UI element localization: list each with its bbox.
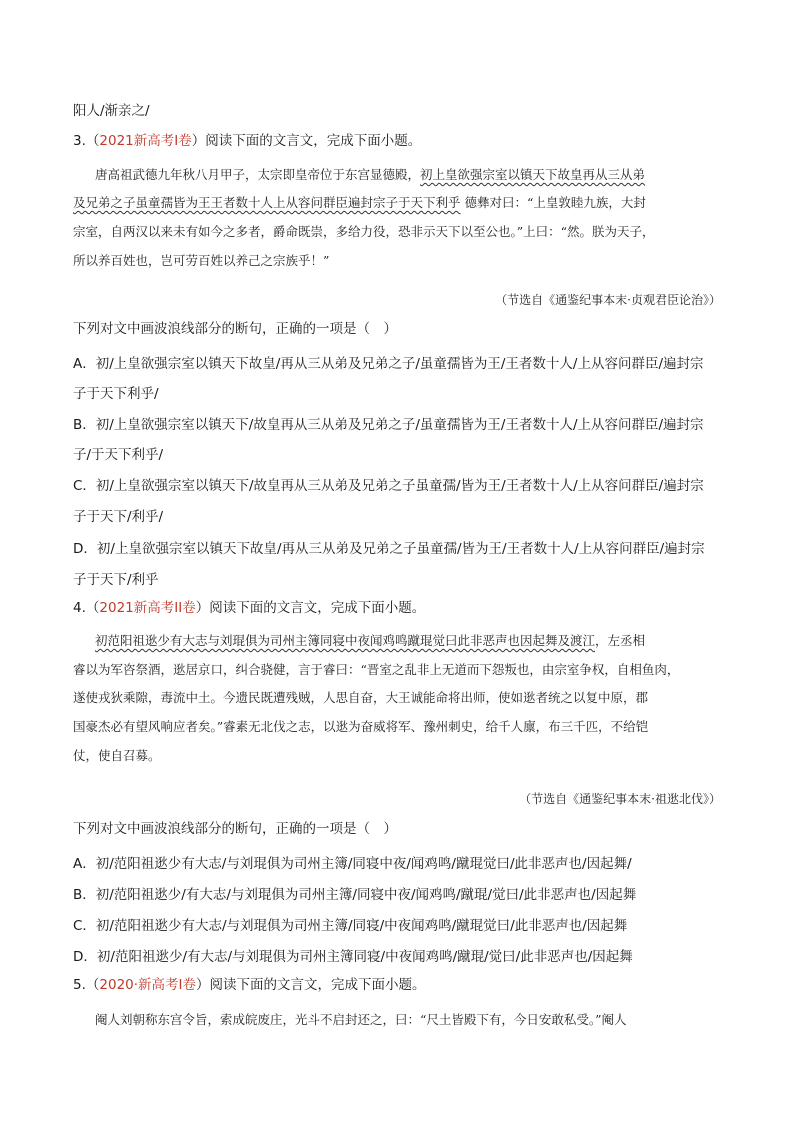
q3-option-a-line2: 子于天下利乎/	[73, 386, 159, 402]
q3-number: 3.	[73, 133, 86, 149]
q5-number: 5.	[73, 977, 86, 993]
q4-header	[73, 599, 723, 617]
q4-source: （节选自《通鉴纪事本末·祖逖北伐》）	[519, 792, 721, 806]
q3-option-d-line2: 子于天下/利乎	[73, 572, 159, 588]
q4-passage-line-2: 睿以为军咨祭酒，逖居京口，纠合骁健，言于睿曰：“晋室之乱非上无道而下怨叛也，由宗室争权，自相鱼肉，	[73, 662, 680, 677]
q4-source-tag: 2021新高考II卷	[99, 600, 196, 616]
q5-source-tag: 2020·新高考I卷	[99, 977, 197, 993]
q4-prompt: 阅读下面的文言文，完成下面小题。	[209, 600, 426, 616]
q4-passage-line-1	[95, 631, 721, 649]
q5-prompt: 阅读下面的文言文，完成下面小题。	[209, 977, 426, 993]
q4-passage-line-4: 国豪杰必有望风响应者矣。”睿素无北伐之志，以逖为奋威将军、豫州刺史，给千人廪，布三千匹，不给铠	[73, 719, 649, 734]
q3-option-c-line2: 子于天下/利乎/	[73, 509, 164, 525]
q3-wavy-segment-2: 及兄弟之子虽童孺皆为王王者数十人上从容问群臣遍封宗子于天下利乎	[73, 195, 461, 210]
q3-passage-line-2	[73, 193, 721, 211]
q4-passage-line-3: 遂使戎狄乘隙，毒流中土。今遗民既遭残贼，人思自奋，大王诚能命将出师，使如逖者统之以复中原，郡	[73, 690, 649, 705]
q3-prompt: 阅读下面的文言文，完成下面小题。	[205, 133, 422, 149]
q3-option-c-line1: C．初/上皇欲强宗室以镇天下/故皇再从三从弟及兄弟之子虽童孺/皆为王/王者数十人/上从容问群臣/遍封宗	[73, 478, 704, 494]
q4-option-a: A．初/范阳祖逖少有大志/与刘琨俱为司州主簿/同寝中夜/闻鸡鸣/蹴琨觉曰/此非恶声也/因起舞/	[73, 856, 632, 872]
q3-header	[73, 132, 723, 150]
q5-src-open: （	[85, 977, 100, 993]
q3-source: （节选自《通鉴纪事本末·贞观君臣论治》）	[495, 293, 721, 307]
q4-src-close: ）	[195, 600, 210, 616]
q5-header	[73, 976, 723, 994]
q3-passage-text: 德彝对曰：“上皇敦睦九族，大封	[460, 195, 646, 210]
q3-src-open: （	[85, 133, 100, 149]
q3-question: 下列对文中画波浪线部分的断句，正确的一项是（ ）	[73, 321, 397, 337]
q4-option-c: C．初/范阳祖逖少有大志/与刘琨俱为司州主簿/同寝/中夜闻鸡鸣/蹴琨觉曰/此非恶声也/因起舞	[73, 918, 628, 934]
q3-option-b-line2: 子/于天下利乎/	[73, 447, 164, 463]
q4-passage-line-5: 仗，使自召募。	[73, 748, 161, 763]
q3-wavy-segment-1: 初上皇欲强宗室以镇天下故皇再从三从弟	[420, 167, 646, 182]
q3-option-b-line1: B．初/上皇欲强宗室以镇天下/故皇再从三从弟及兄弟之子/虽童孺皆为王/王者数十人/上从容问群臣/遍封宗	[73, 417, 704, 433]
q3-src-close: ）	[191, 133, 206, 149]
q3-passage-line-4: 所以养百姓也，岂可劳百姓以养己之宗族乎！”	[73, 253, 330, 268]
q4-wavy-segment: 初范阳祖逖少有大志与刘琨俱为司州主簿同寝中夜闻鸡鸣蹴琨觉曰此非恶声也因起舞及渡江	[95, 633, 596, 648]
q3-option-a-line1: A．初/上皇欲强宗室以镇天下故皇/再从三从弟及兄弟之子/虽童孺皆为王/王者数十人/上从容问群臣/遍封宗	[73, 356, 704, 372]
continuation-line: 阳人/渐亲之/	[73, 103, 150, 119]
q4-option-d: D．初/范阳祖逖少/有大志/与刘琨俱为司州主簿同寝/中夜闻鸡鸣/蹴琨/觉曰/此非恶声也/因起舞	[73, 949, 633, 965]
q3-option-d-line1: D．初/上皇欲强宗室以镇天下故皇/再从三从弟及兄弟之子虽童孺/皆为王/王者数十人/上从容问群臣/遍封宗	[73, 541, 705, 557]
q5-src-close: ）	[196, 977, 210, 993]
q3-passage-text: 唐高祖武德九年秋八月甲子，太宗即皇帝位于东宫显德殿，	[95, 167, 421, 182]
q4-question: 下列对文中画波浪线部分的断句，正确的一项是（ ）	[73, 821, 397, 837]
q5-passage-line-1: 阉人刘朝称东宫令旨，索成皖废庄，光斗不启封还之，曰：“尺土皆殿下有，今日安敢私受。”阉人	[95, 1012, 627, 1027]
q3-passage-line-1	[95, 165, 721, 183]
q4-option-b: B．初/范阳祖逖少/有大志/与刘琨俱为司州主簿/同寝中夜/闻鸡鸣/蹴琨/觉曰/此非恶声也/因起舞	[73, 887, 637, 903]
q4-number: 4.	[73, 600, 86, 616]
q4-src-open: （	[85, 600, 100, 616]
q3-source-tag: 2021新高考I卷	[99, 133, 192, 149]
q3-passage-line-3: 宗室，自两汉以来未有如今之多者，爵命既崇，多给力役，恐非示天下以至公也。”上曰：“然。朕为天子，	[73, 224, 655, 239]
q4-passage-text: ，左丞相	[595, 633, 646, 648]
